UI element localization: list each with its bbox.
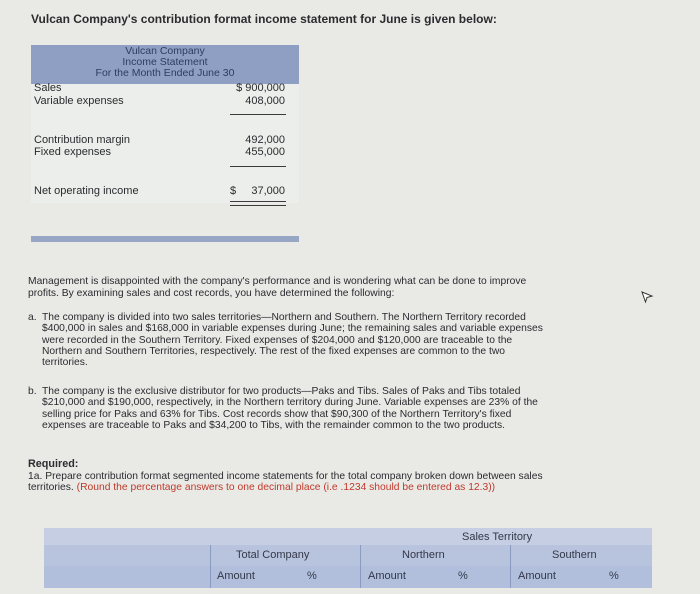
item-b-text: The company is the exclusive distributor for two products—Paks and Tibs. Sales of Paks and Tibs totaled $210,000 and $190,000, respectively, in the Northern territory during June. Variable expenses are 23% of the selling price for Paks and 63% for Tibs. Cost records show that $90,300 of the Northern Territory's fixed expenses are traceable to Paks and $34,200 to Tibs, with the remainder common to the two products. <box>42 386 538 431</box>
cursor-icon <box>640 290 654 304</box>
required-1a-text: Prepare contribution format segmented income statements for the total company broken down between sales territories. <box>28 471 543 494</box>
row-dollar-net-operating-income: $ <box>230 185 237 197</box>
row-label-sales: Sales <box>34 82 62 94</box>
northern-header: Northern <box>402 549 445 561</box>
subtotal-rule <box>230 114 286 115</box>
item-a-bullet: a. <box>28 312 37 323</box>
row-value-fixed-expenses: 455,000 <box>245 146 285 158</box>
row-value-net-operating-income: 37,000 <box>251 185 285 197</box>
intro-text: Vulcan Company's contribution format income statement for June is given below: <box>31 12 497 26</box>
row-label-variable-expenses: Variable expenses <box>34 95 124 107</box>
item-b-bullet: b. <box>28 386 37 397</box>
total-amount-header: Amount <box>217 570 255 582</box>
double-rule-top <box>230 201 286 202</box>
northern-percent-header: % <box>458 570 468 582</box>
row-label-fixed-expenses: Fixed expenses <box>34 146 112 158</box>
column-divider <box>360 545 361 588</box>
southern-amount-header: Amount <box>518 570 556 582</box>
subtotal-rule-2 <box>230 166 286 167</box>
required-heading: Required: <box>28 458 79 470</box>
table-subheader-row <box>44 566 652 588</box>
sales-territory-header: Sales Territory <box>462 531 533 543</box>
required-1a <box>28 471 568 494</box>
company-name: Vulcan Company <box>125 45 205 57</box>
column-divider <box>210 545 211 588</box>
total-company-header: Total Company <box>236 549 310 561</box>
table-group-header-row <box>44 528 652 545</box>
statement-footer-bar <box>31 236 299 242</box>
row-value-contribution-margin: 492,000 <box>245 134 285 146</box>
row-value-variable-expenses: 408,000 <box>245 95 285 107</box>
column-divider <box>510 545 511 588</box>
management-text: Management is disappointed with the company's performance and is wondering what can be done to improve profits. By examining sales and cost records, you have determined the following: <box>28 276 527 299</box>
row-label-contribution-margin: Contribution margin <box>34 134 130 146</box>
item-b <box>28 386 548 431</box>
southern-percent-header: % <box>609 570 619 582</box>
northern-amount-header: Amount <box>368 570 406 582</box>
total-percent-header: % <box>307 570 317 582</box>
statement-name: Income Statement <box>122 56 208 68</box>
double-rule-bottom <box>230 205 286 206</box>
statement-header <box>31 45 299 84</box>
row-value-sales: $ 900,000 <box>236 82 285 94</box>
rounding-note: (Round the percentage answers to one decimal place (i.e .1234 should be entered as 12.3)) <box>76 482 496 494</box>
required-1a-label: 1a. <box>28 471 43 482</box>
item-a <box>28 312 548 368</box>
item-a-text: The company is divided into two sales territories—Northern and Southern. The Northern Territory recorded $400,000 in sales and $168,000 in variable expenses during June; the remaining sales and variable expenses were recorded in the Southern Territory. Fixed expenses of $204,000 and $120,000 are traceable to the Northern and Southern Territories, respectively. The rest of the fixed expenses are common to the two territories. <box>42 312 543 369</box>
row-label-net-operating-income: Net operating income <box>34 185 139 197</box>
statement-period: For the Month Ended June 30 <box>95 67 235 79</box>
southern-header: Southern <box>552 549 597 561</box>
